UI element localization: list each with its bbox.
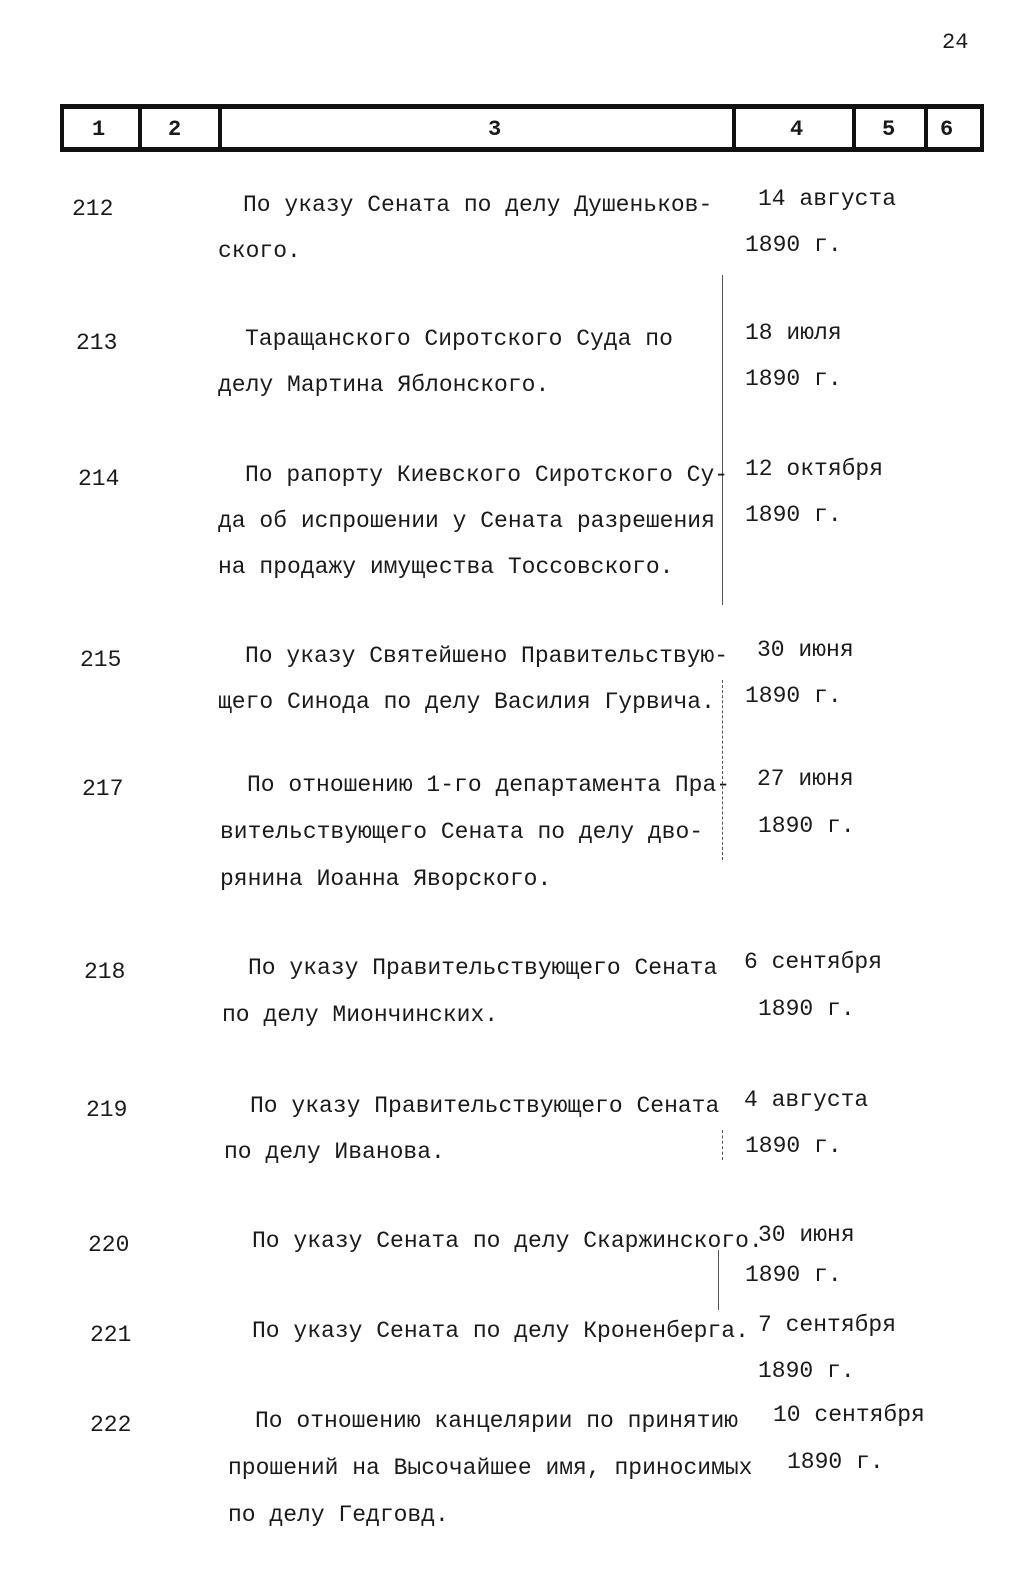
entry-text-line: по делу Иванова.	[224, 1139, 445, 1165]
entry-year: 1890 г.	[787, 1449, 884, 1475]
column-header-1: 1	[92, 117, 106, 142]
entry-text-line: По указу Правительствующего Сената	[250, 1093, 720, 1119]
entry-year: 1890 г.	[758, 996, 855, 1022]
entry-text-line: По отношению канцелярии по принятию	[255, 1408, 739, 1434]
entry-year: 1890 г.	[745, 232, 842, 258]
column-header-6: 6	[940, 117, 954, 142]
entry-date: 14 августа	[758, 186, 897, 212]
entry-year: 1890 г.	[745, 366, 842, 392]
entry-text-line: по делу Гедговд.	[228, 1502, 449, 1528]
entry-date: 7 сентября	[758, 1312, 897, 1338]
entry-date: 12 октября	[745, 456, 884, 482]
entry-number: 217	[82, 776, 124, 802]
entry-text-line: По отношению 1-го департамента Пра-	[247, 772, 731, 798]
entry-number: 222	[90, 1412, 132, 1438]
column-divider	[852, 109, 856, 147]
entry-date: 10 сентября	[773, 1402, 925, 1428]
entry-date: 18 июля	[745, 320, 842, 346]
entry-number: 214	[78, 466, 120, 492]
entry-text-line: делу Мартина Яблонского.	[218, 372, 550, 398]
entry-text-line: да об испрошении у Сената разрешения	[218, 508, 715, 534]
column-rule	[718, 1250, 719, 1310]
entry-text-line: по делу Миончинских.	[222, 1002, 499, 1028]
entry-text-line: По указу Сената по делу Скаржинского.	[252, 1228, 763, 1254]
entry-number: 220	[88, 1232, 130, 1258]
entry-text-line: По указу Святейшено Правительствую-	[245, 643, 729, 669]
page-number: 24	[942, 30, 969, 55]
column-header-5: 5	[882, 117, 896, 142]
entry-date: 30 июня	[757, 637, 854, 663]
entry-number: 219	[86, 1097, 128, 1123]
entry-text-line: По указу Сената по делу Кроненберга.	[252, 1318, 749, 1344]
entry-text-line: вительствующего Сената по делу дво-	[220, 819, 704, 845]
entry-date: 30 июня	[758, 1222, 855, 1248]
entry-text-line: По рапорту Киевского Сиротского Су-	[245, 462, 729, 488]
entry-number: 213	[76, 330, 118, 356]
entry-text-line: щего Синода по делу Василия Гурвича.	[218, 689, 715, 715]
entry-date: 6 сентября	[744, 949, 883, 975]
column-header-2: 2	[168, 117, 182, 142]
column-header-4: 4	[790, 117, 804, 142]
entry-year: 1890 г.	[745, 683, 842, 709]
entry-text-line: По указу Правительствующего Сената	[248, 955, 718, 981]
entry-year: 1890 г.	[745, 1133, 842, 1159]
entry-number: 218	[84, 959, 126, 985]
entry-date: 4 августа	[744, 1087, 869, 1113]
column-divider	[732, 109, 736, 147]
entry-number: 215	[80, 647, 122, 673]
column-divider	[924, 109, 928, 147]
entry-date: 27 июня	[757, 766, 854, 792]
entry-year: 1890 г.	[758, 1358, 855, 1384]
column-rule	[722, 680, 723, 860]
entry-year: 1890 г.	[758, 813, 855, 839]
entry-text-line: на продажу имущества Тоссовского.	[218, 554, 674, 580]
entry-text-line: рянина Иоанна Яворского.	[220, 866, 552, 892]
entry-number: 212	[72, 196, 114, 222]
entry-year: 1890 г.	[745, 502, 842, 528]
entry-text-line: прошений на Высочайшее имя, приносимых	[228, 1455, 753, 1481]
column-divider	[218, 109, 222, 147]
entry-text-line: Таращанского Сиротского Суда по	[245, 326, 673, 352]
column-divider	[138, 109, 142, 147]
column-rule	[722, 275, 723, 605]
column-header-row	[60, 104, 984, 152]
column-header-3: 3	[488, 117, 502, 142]
entry-text-line: По указу Сената по делу Душеньков-	[243, 192, 713, 218]
entry-text-line: ского.	[218, 238, 301, 264]
entry-year: 1890 г.	[745, 1262, 842, 1288]
column-rule	[722, 1130, 723, 1160]
entry-number: 221	[90, 1322, 132, 1348]
